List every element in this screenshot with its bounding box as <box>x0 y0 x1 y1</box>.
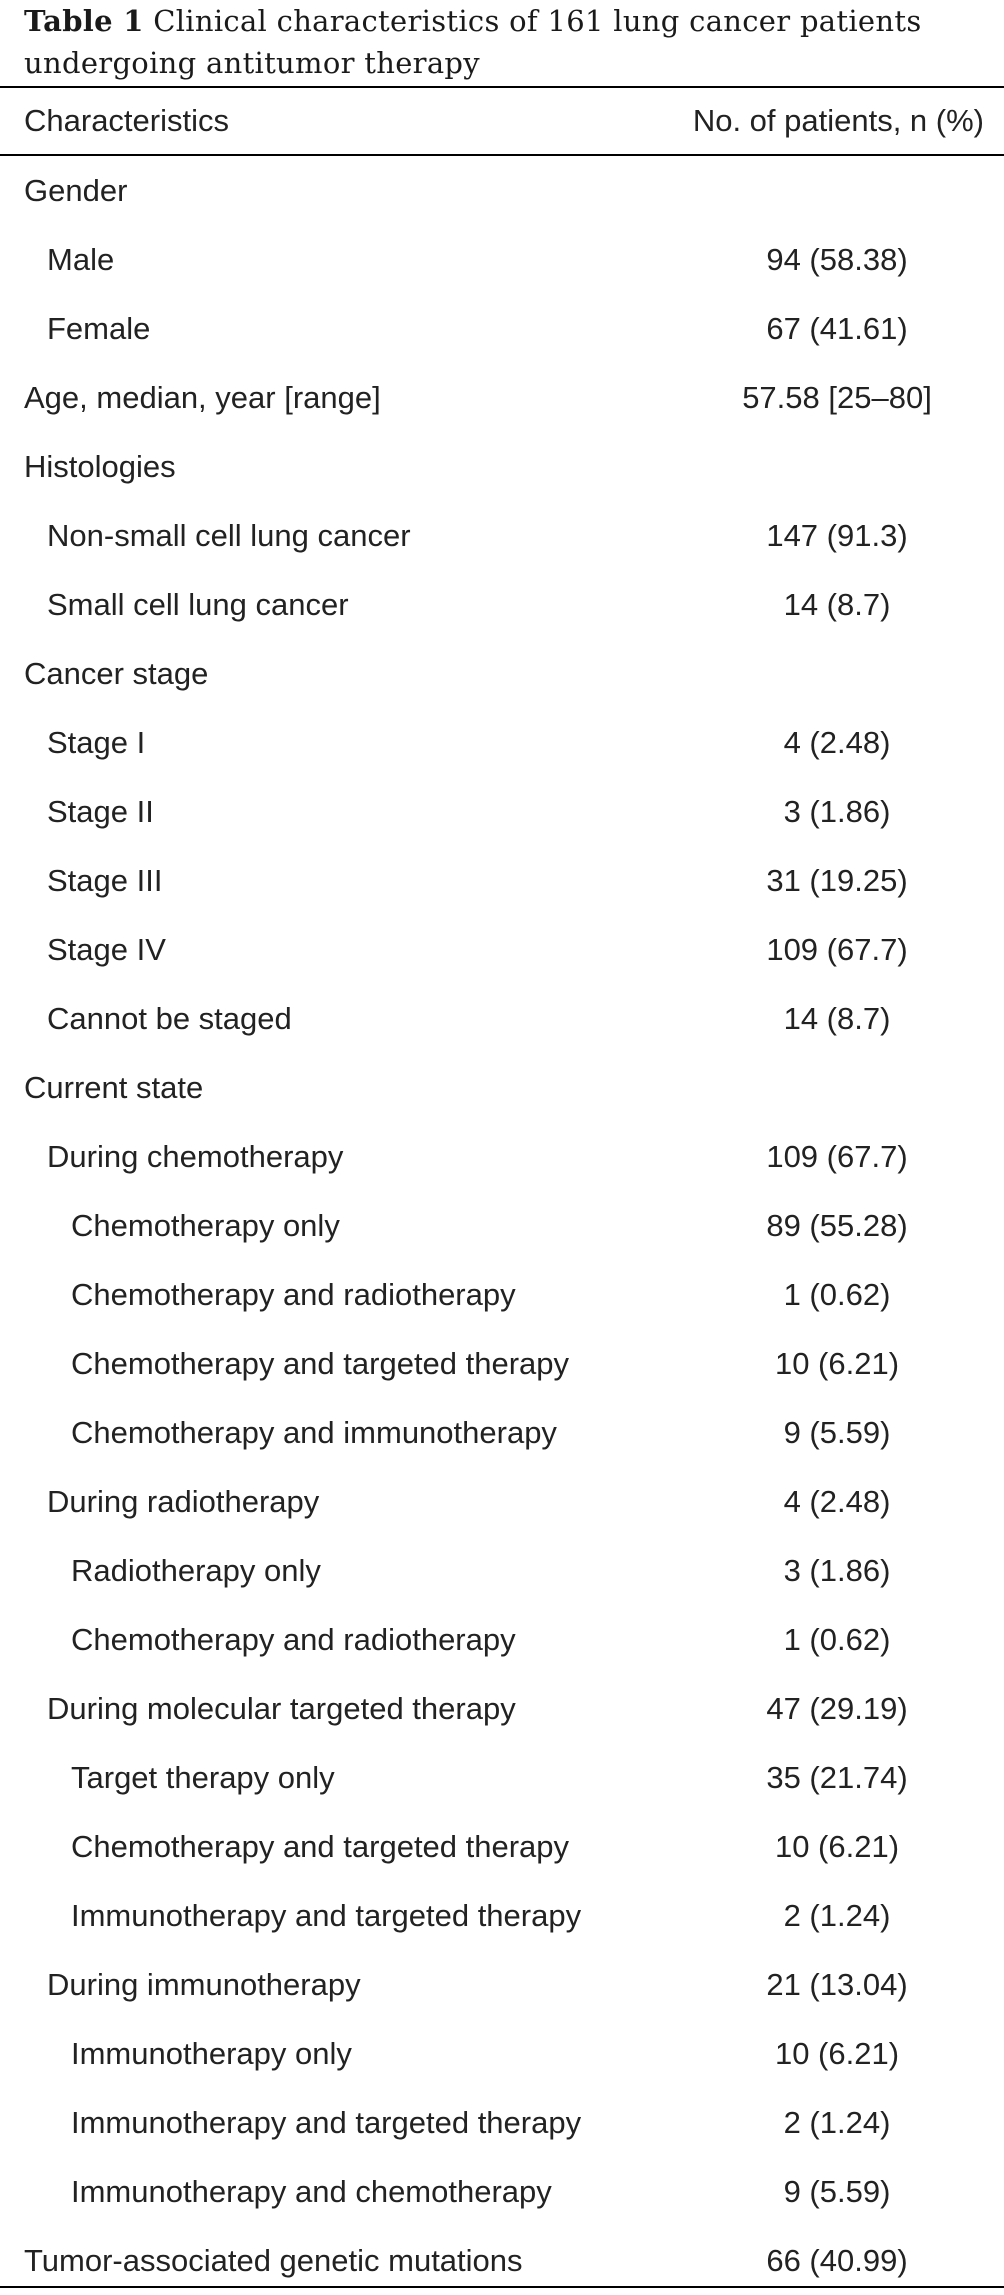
caption-line-1 <box>24 0 984 42</box>
table-row <box>0 432 1004 501</box>
row-value: 109 (67.7) <box>766 932 908 967</box>
row-value: 1 (0.62) <box>783 1622 891 1657</box>
table-row <box>0 1743 1004 1812</box>
row-label: Target therapy only <box>71 1760 335 1795</box>
row-value: 66 (40.99) <box>766 2243 908 2278</box>
row-value: 14 (8.7) <box>783 1001 891 1036</box>
row-label: Stage II <box>47 794 154 829</box>
caption-title: Clinical characteristics of 161 lung cancer patients <box>143 4 922 38</box>
row-value: 31 (19.25) <box>766 863 908 898</box>
row-value: 3 (1.86) <box>783 1553 891 1588</box>
table-row <box>0 1881 1004 1950</box>
row-value: 10 (6.21) <box>774 1829 900 1864</box>
row-label: Small cell lung cancer <box>47 587 349 622</box>
row-value: 4 (2.48) <box>783 1484 891 1519</box>
table-row <box>0 1053 1004 1122</box>
table-body <box>0 156 1004 2295</box>
row-value: 3 (1.86) <box>783 794 891 829</box>
row-label: Immunotherapy and targeted therapy <box>71 1898 582 1933</box>
table-row <box>0 1950 1004 2019</box>
row-value: 10 (6.21) <box>774 2036 900 2071</box>
row-label: Radiotherapy only <box>71 1553 321 1588</box>
table-row <box>0 1329 1004 1398</box>
table-row <box>0 1605 1004 1674</box>
row-label: Tumor-associated genetic mutations <box>24 2243 523 2278</box>
table-row <box>0 708 1004 777</box>
row-value: 14 (8.7) <box>783 587 891 622</box>
table-row <box>0 294 1004 363</box>
table-row <box>0 501 1004 570</box>
row-value: 109 (67.7) <box>766 1139 908 1174</box>
table-row <box>0 1674 1004 1743</box>
row-value: 35 (21.74) <box>766 1760 908 1795</box>
row-label: Gender <box>24 173 128 208</box>
row-value: 1 (0.62) <box>783 1277 891 1312</box>
row-label: Histologies <box>24 449 176 484</box>
row-label: Stage IV <box>47 932 166 967</box>
row-label: Cancer stage <box>24 656 209 691</box>
row-value: 67 (41.61) <box>766 311 908 346</box>
table-row <box>0 156 1004 225</box>
row-label: Immunotherapy only <box>71 2036 352 2071</box>
table-header <box>0 88 1004 154</box>
row-value: 2 (1.24) <box>783 1898 891 1933</box>
row-value: 47 (29.19) <box>766 1691 908 1726</box>
row-label: During immunotherapy <box>47 1967 361 2002</box>
row-value: 9 (5.59) <box>783 1415 891 1450</box>
header-characteristics: Characteristics <box>24 103 229 138</box>
table-row <box>0 1122 1004 1191</box>
table-row <box>0 1398 1004 1467</box>
row-label: Chemotherapy and radiotherapy <box>71 1622 516 1657</box>
row-label: Current state <box>24 1070 204 1105</box>
table-row <box>0 570 1004 639</box>
table-row <box>0 777 1004 846</box>
table-row <box>0 2088 1004 2157</box>
row-value: 2 (1.24) <box>783 2105 891 2140</box>
caption-line-2: undergoing antitumor therapy <box>24 46 480 80</box>
table-row <box>0 1467 1004 1536</box>
table-row <box>0 984 1004 1053</box>
row-label: Chemotherapy and immunotherapy <box>71 1415 557 1450</box>
row-label: During chemotherapy <box>47 1139 344 1174</box>
row-label: Chemotherapy and targeted therapy <box>71 1346 570 1381</box>
row-label: Age, median, year [range] <box>24 380 381 415</box>
table-row <box>0 1191 1004 1260</box>
table-bottom-rule <box>0 2286 1004 2288</box>
row-label: During molecular targeted therapy <box>47 1691 516 1726</box>
table-row <box>0 1812 1004 1881</box>
row-value: 89 (55.28) <box>766 1208 908 1243</box>
row-label: Cannot be staged <box>47 1001 292 1036</box>
row-label: Stage III <box>47 863 163 898</box>
table-row <box>0 1260 1004 1329</box>
row-label: Non-small cell lung cancer <box>47 518 411 553</box>
row-label: Immunotherapy and targeted therapy <box>71 2105 582 2140</box>
row-label: Chemotherapy and targeted therapy <box>71 1829 570 1864</box>
row-label: Stage I <box>47 725 146 760</box>
table-row <box>0 639 1004 708</box>
row-value: 147 (91.3) <box>766 518 908 553</box>
table-row <box>0 915 1004 984</box>
row-label: Immunotherapy and chemotherapy <box>71 2174 552 2209</box>
row-label: Male <box>47 242 115 277</box>
table-row <box>0 363 1004 432</box>
row-value: 4 (2.48) <box>783 725 891 760</box>
table-row <box>0 846 1004 915</box>
row-label: Female <box>47 311 151 346</box>
row-value: 94 (58.38) <box>766 242 908 277</box>
table-row <box>0 225 1004 294</box>
table-label: Table 1 <box>24 4 144 38</box>
row-value: 21 (13.04) <box>766 1967 908 2002</box>
row-value: 9 (5.59) <box>783 2174 891 2209</box>
row-value: 10 (6.21) <box>774 1346 900 1381</box>
row-label: Chemotherapy and radiotherapy <box>71 1277 516 1312</box>
table-row <box>0 1536 1004 1605</box>
table-row <box>0 2157 1004 2226</box>
table-row <box>0 2226 1004 2295</box>
row-value: 57.58 [25–80] <box>742 380 932 415</box>
row-label: During radiotherapy <box>47 1484 320 1519</box>
table-row <box>0 2019 1004 2088</box>
header-patients: No. of patients, n (%) <box>692 103 984 138</box>
table-caption <box>24 0 984 84</box>
row-label: Chemotherapy only <box>71 1208 340 1243</box>
